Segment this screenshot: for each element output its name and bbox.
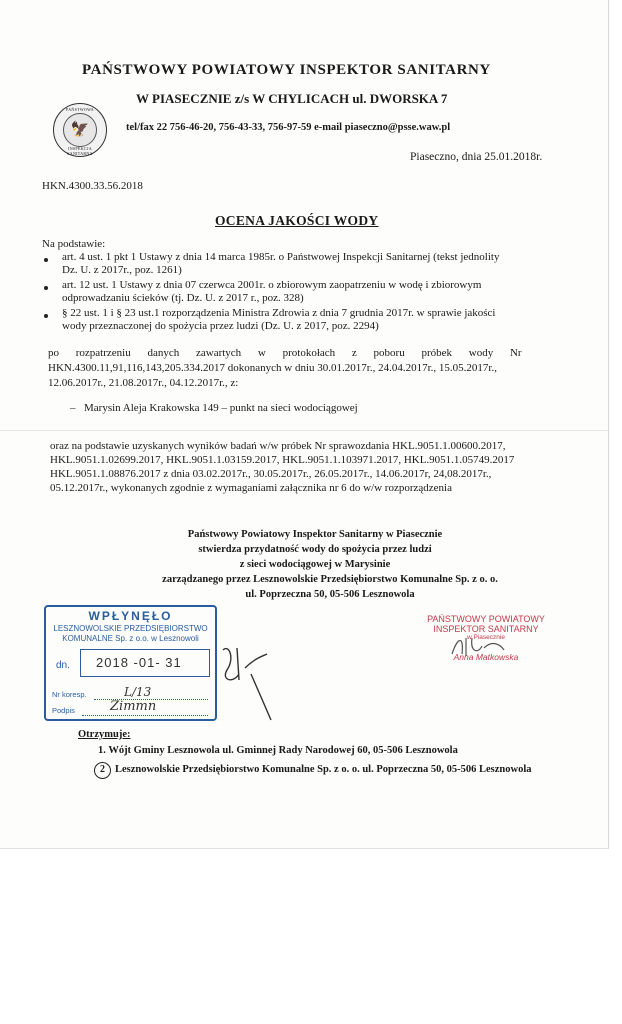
statement-line3: z sieci wodociągowej w Marysinie [239,559,391,570]
stamp-date: 2018 -01- 31 [96,655,182,670]
header-address: W PIASECZNIE z/s W CHYLICACH ul. DWORSKA 7 [136,91,448,106]
basis-item-1-line1: art. 4 ust. 1 pkt 1 Ustawy z dnia 14 marca 1985r. o Państwowej Inspekcji Sanitarnej (tekst jednolity [62,251,500,263]
recipient-2-number: 2 [94,762,111,779]
recipient-2-text: Lesznowolskie Przedsiębiorstwo Komunalne Sp. z o. o. ul. Poprzeczna 50, 05-506 Lesznowola [115,764,532,775]
recipient-2 [94,762,531,779]
results-line4: 05.12.2017r., wykonanych zgodnie z wymaganiami załącznika nr 6 do w/w rozporządzenia [50,482,452,494]
handwritten-signature-icon [215,640,285,725]
dash-icon: – [70,402,76,414]
bullet-icon [44,286,48,290]
inspector-stamp-line1: PAŃSTWOWY POWIATOWY [427,614,545,624]
eagle-icon: 🦅 [63,113,97,147]
inspector-signature-icon [448,632,508,662]
basis-item-3-line1: § 22 ust. 1 i § 23 ust.1 rozporządzenia Ministra Zdrowia z dnia 7 grudnia 2017r. w sprawie jakości [62,307,496,319]
inspector-stamp-line3: w Piasecznie [467,634,505,641]
bullet-icon [44,314,48,318]
stamp-podpis-line [82,715,208,716]
document-title: OCENA JAKOŚCI WODY [215,213,379,228]
stamp-podpis-label: Podpis [52,706,75,715]
basis-item-1-line2: Dz. U. z 2017r., poz. 1261) [62,264,182,276]
basis-item-2-line1: art. 12 ust. 1 Ustawy z dnia 07 czerwca 2001r. o zbiorowym zaopatrzeniu w wodę i zbiorowym [62,279,482,291]
inspector-stamp-line2: INSPEKTOR SANITARNY [433,624,539,634]
header-institution: PAŃSTWOWY POWIATOWY INSPEKTOR SANITARNY [82,62,491,78]
recipient-1-text: Wójt Gminy Lesznowola ul. Gminnej Rady Narodowej 60, 05-506 Lesznowola [108,745,458,756]
results-line1: oraz na podstawie uzyskanych wyników badań w/w próbek Nr sprawozdania HKL.9051.1.00600.2017, [50,440,506,452]
document-date: Piaseczno, dnia 25.01.2018r. [410,151,543,163]
results-line2: HKL.9051.1.02699.2017, HKL.9051.1.03159.2017, HKL.9051.1.103971.2017, HKL.9051.1.05749.2017 [50,454,515,466]
inspector-name: Anna Matkowska [453,652,519,662]
sampling-location: Marysin Aleja Krakowska 149 – punkt na sieci wodociągowej [84,402,358,414]
stamp-org-line2: KOMUNALNE Sp. z o.o. w Lesznowoli [62,634,199,643]
basis-item-2-line2: odprowadzaniu ścieków (tj. Dz. U. z 2017 r., poz. 328) [62,292,304,304]
stamp-nr-label: Nr koresp. [52,690,87,699]
statement-line1: Państwowy Powiatowy Inspektor Sanitarny w Piasecznie [187,529,443,540]
statement-line5: ul. Poprzeczna 50, 05-506 Lesznowola [245,589,415,600]
emblem-seal-icon [53,103,107,157]
basis-item-3-line2: wody przeznaczonej do spożycia przez ludzi (Dz. U. z 2017, poz. 2294) [62,320,379,332]
reference-number: HKN.4300.33.56.2018 [42,180,143,192]
results-line3: HKL.9051.1.08876.2017 z dnia 03.02.2017r., 30.05.2017r., 26.05.2017r., 14.06.2017r, 24,08.2017r., [50,468,492,480]
stamp-title: WPŁYNĘŁO [88,609,173,623]
emblem-bottom-text: INSPEKCJA SANITARNA [67,146,93,156]
stamp-podpis-value: Zimmn [110,699,157,714]
protocols-line1: po rozpatrzeniu danych zawartych w protokołach z poboru próbek wody Nr [48,347,522,359]
stamp-nr-value: L/13 [124,685,152,699]
stamp-dn-label: dn. [56,660,70,671]
recipient-1 [98,745,458,756]
received-stamp [44,605,217,721]
header-contact: tel/fax 22 756-46-20, 756-43-33, 756-97-59 e-mail piaseczno@psse.waw.pl [126,122,451,133]
recipient-1-number: 1. [98,745,106,756]
protocols-line3: 12.06.2017r., 21.08.2017r., 04.12.2017r., z: [48,377,239,389]
page-fold-line [0,430,608,431]
stamp-org-line1: LESZNOWOLSKIE PRZEDSIĘBIORSTWO [53,624,208,633]
protocols-line2: HKN.4300.11,91,116,143,205.334.2017 dokonanych w dniu 30.01.2017r., 24.04.2017r., 15.05.2017r., [48,362,497,374]
basis-intro: Na podstawie: [42,238,106,250]
recipients-label: Otrzymuje: [78,729,131,740]
bullet-icon [44,258,48,262]
emblem-top-text: PAŃSTWOWA [66,107,94,112]
statement-line4: zarządzanego przez Lesznowolskie Przedsiębiorstwo Komunalne Sp. z o. o. [162,574,498,585]
statement-line2: stwierdza przydatność wody do spożycia przez ludzi [198,544,432,555]
